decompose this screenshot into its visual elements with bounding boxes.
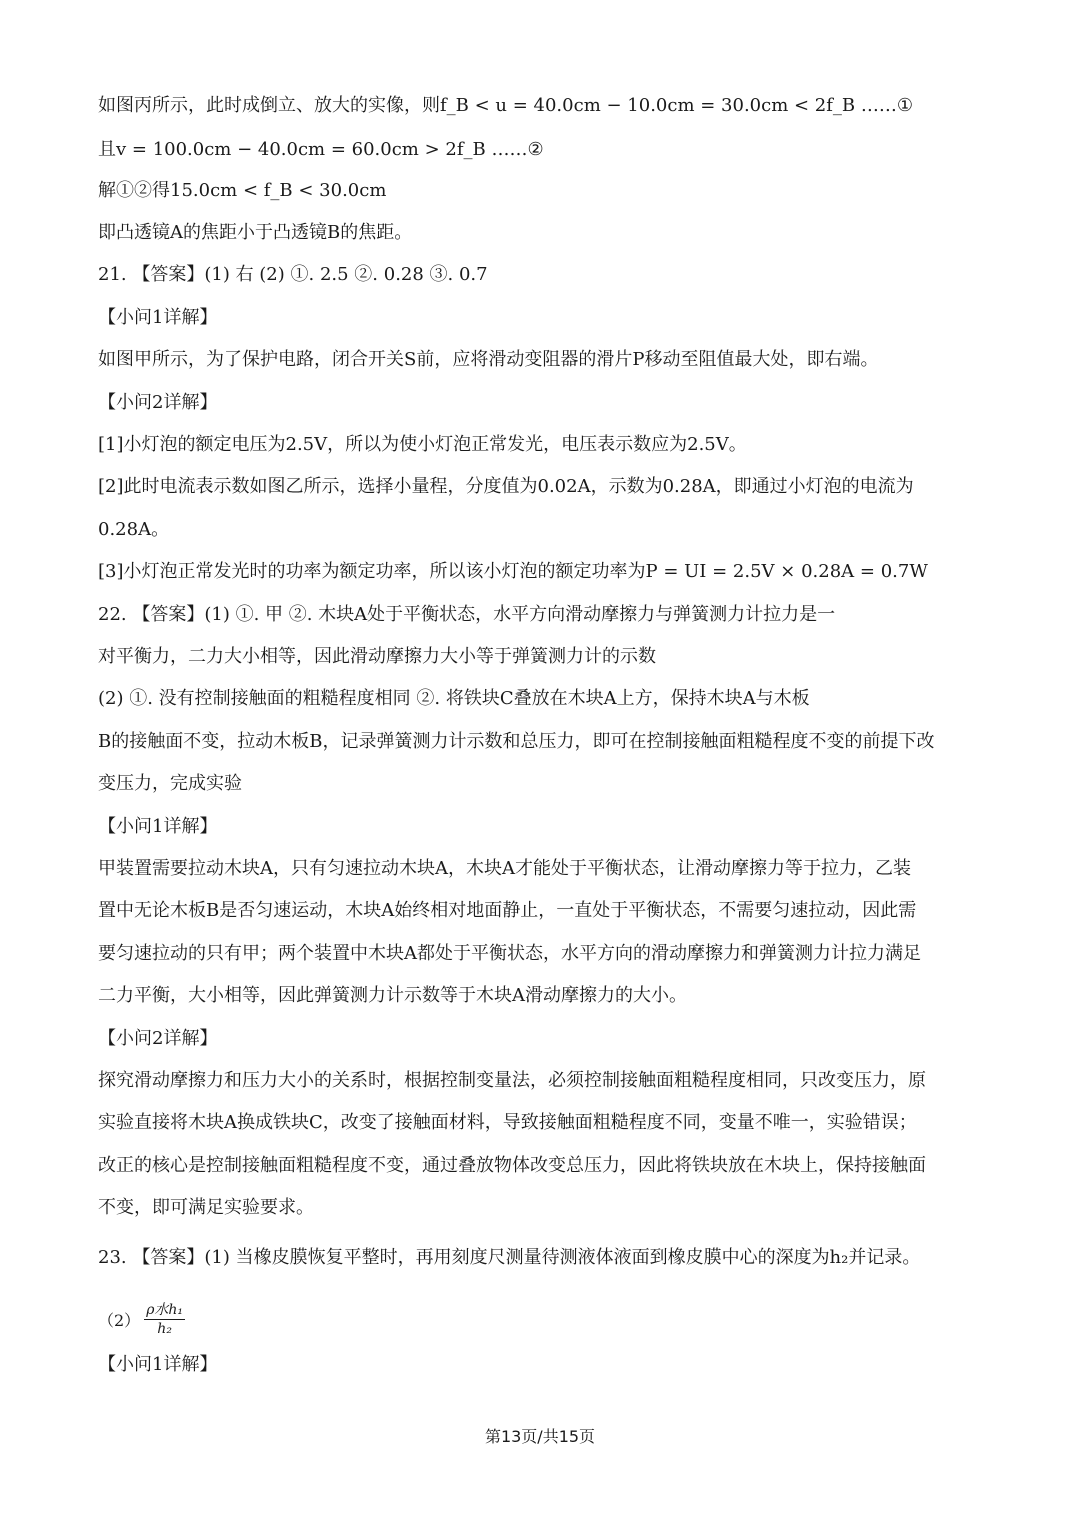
section-heading: 【小问1详解】: [98, 307, 218, 328]
part-label: （2）: [98, 1310, 141, 1330]
text-line: 不变，即可满足实验要求。: [98, 1197, 314, 1218]
text-line: [3]小灯泡正常发光时的功率为额定功率，所以该小灯泡的额定功率为P = UI = 2.5V × 0.28A = 0.7W: [98, 561, 928, 582]
text-line: [1]小灯泡的额定电压为2.5V，所以为使小灯泡正常发光，电压表示数应为2.5V。: [98, 434, 747, 455]
answer-22: 22. 【答案】(1) ①. 甲 ②. 木块A处于平衡状态，水平方向滑动摩擦力与弹簧测力计拉力是一: [98, 604, 836, 625]
text-line: 探究滑动摩擦力和压力大小的关系时，根据控制变量法，必须控制接触面粗糙程度相同，只改变压力，原: [98, 1070, 926, 1091]
answer-21: 21. 【答案】(1) 右 (2) ①. 2.5 ②. 0.28 ③. 0.7: [98, 264, 488, 285]
text-line: 置中无论木板B是否匀速运动，木块A始终相对地面静止，一直处于平衡状态，不需要匀速拉动，因此需: [98, 900, 917, 921]
text-line: 二力平衡，大小相等，因此弹簧测力计示数等于木块A滑动摩擦力的大小。: [98, 985, 687, 1006]
text-line: 对平衡力，二力大小相等，因此滑动摩擦力大小等于弹簧测力计的示数: [98, 646, 656, 667]
section-heading: 【小问2详解】: [98, 1028, 218, 1049]
page-number: 第13页/共15页: [484, 1427, 596, 1446]
text-line: B的接触面不变，拉动木板B，记录弹簧测力计示数和总压力，即可在控制接触面粗糙程度不变的前提下改: [98, 731, 935, 752]
text-line: 改正的核心是控制接触面粗糙程度不变，通过叠放物体改变总压力，因此将铁块放在木块上，保持接触面: [98, 1155, 926, 1176]
text-line: 即凸透镜A的焦距小于凸透镜B的焦距。: [98, 222, 413, 243]
text-line: 且v = 100.0cm − 40.0cm = 60.0cm > 2f_B ……②: [98, 139, 544, 160]
section-heading: 【小问1详解】: [98, 1354, 218, 1375]
answer-23: 23. 【答案】(1) 当橡皮膜恢复平整时，再用刻度尺测量待测液体液面到橡皮膜中心的深度为h₂并记录。: [98, 1247, 921, 1268]
text-line: 要匀速拉动的只有甲；两个装置中木块A都处于平衡状态，水平方向的滑动摩擦力和弹簧测力计拉力满足: [98, 943, 921, 964]
text-line: (2) ①. 没有控制接触面的粗糙程度相同 ②. 将铁块C叠放在木块A上方，保持木块A与木板: [98, 688, 810, 709]
text-line: [2]此时电流表示数如图乙所示，选择小量程，分度值为0.02A，示数为0.28A，即通过小灯泡的电流为: [98, 476, 914, 497]
text-line: 变压力，完成实验: [98, 773, 242, 794]
text-line: 如图甲所示，为了保护电路，闭合开关S前，应将滑动变阻器的滑片P移动至阻值最大处，即右端。: [98, 349, 879, 370]
section-heading: 【小问1详解】: [98, 816, 218, 837]
text-line: 甲装置需要拉动木块A，只有匀速拉动木块A，木块A才能处于平衡状态，让滑动摩擦力等于拉力，乙装: [98, 858, 911, 879]
fraction: [144, 1301, 185, 1338]
answer-23-part2: [98, 1297, 185, 1341]
section-heading: 【小问2详解】: [98, 392, 218, 413]
text-line: 0.28A。: [98, 519, 170, 540]
text-line: 实验直接将木块A换成铁块C，改变了接触面材料，导致接触面粗糙程度不同，变量不唯一，实验错误；: [98, 1112, 917, 1133]
fraction-numerator: ρ水h₁: [146, 1301, 184, 1318]
fraction-denominator: h₂: [157, 1320, 172, 1337]
text-line: 如图丙所示，此时成倒立、放大的实像，则f_B < u = 40.0cm − 10.0cm = 30.0cm < 2f_B ……①: [98, 95, 913, 116]
text-line: 解①②得15.0cm < f_B < 30.0cm: [98, 180, 387, 201]
